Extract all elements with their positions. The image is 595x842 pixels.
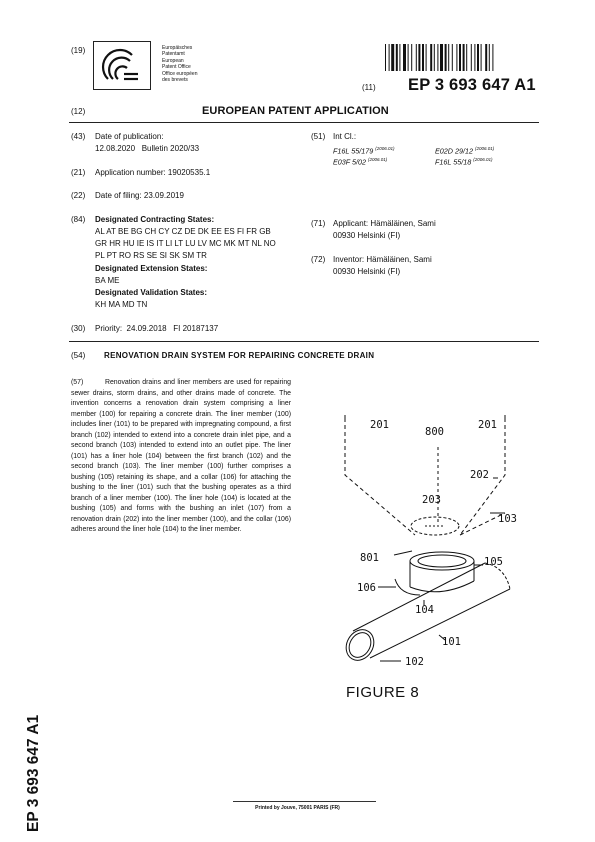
states-line: AL AT BE BG CH CY CZ DE DK EE ES FI FR GB [95, 227, 271, 236]
invention-title: RENOVATION DRAIN SYSTEM FOR REPAIRING CONCRETE DRAIN [104, 351, 375, 360]
priority: Priority: 24.09.2018 FI 20187137 [95, 324, 219, 333]
applicant: Applicant: Hämäläinen, Sami [333, 219, 436, 228]
figure-8-drawing [300, 395, 540, 705]
figure-label-801: 801 [360, 552, 379, 564]
section-divider [69, 341, 539, 342]
figure-label-201: 201 [370, 419, 389, 431]
epo-logo [93, 41, 151, 90]
validation-states-title: Designated Validation States: [95, 288, 208, 297]
extension-states-title: Designated Extension States: [95, 264, 208, 273]
app-number-label: (21) [71, 168, 86, 177]
field-11-label: (11) [362, 83, 376, 92]
priority-label: (30) [71, 324, 86, 333]
figure-label-101: 101 [442, 636, 461, 648]
filing-date: Date of filing: 23.09.2019 [95, 191, 184, 200]
document-title: EUROPEAN PATENT APPLICATION [202, 105, 389, 117]
figure-label-106: 106 [357, 582, 376, 594]
footer-divider [233, 801, 376, 802]
abstract-label: (57) [71, 379, 84, 386]
ipc-code: F16L 55/179 $^{(2006.01)}$ [333, 146, 395, 156]
figure-label-202: 202 [470, 469, 489, 481]
ipc-title: Int Cl.: [333, 132, 357, 141]
app-number: Application number: 19020535.1 [95, 168, 211, 177]
figure-label-203: 203 [422, 494, 441, 506]
figure-label-800: 800 [425, 426, 444, 438]
figure-label-104: 104 [415, 604, 434, 616]
figure-label-102: 102 [405, 656, 424, 668]
applicant-address: 00930 Helsinki (FI) [333, 231, 401, 240]
field-19-label: (19) [71, 46, 86, 55]
publication-number: EP 3 693 647 A1 [408, 76, 536, 94]
filing-date-label: (22) [71, 191, 86, 200]
states-line: PL PT RO RS SE SI SK SM TR [95, 251, 207, 260]
figure-label-103: 103 [498, 513, 517, 525]
inventor-label: (72) [311, 255, 326, 264]
pub-date-title: Date of publication: [95, 132, 164, 141]
figure-label-201: 201 [478, 419, 497, 431]
ipc-label: (51) [311, 132, 326, 141]
printer-note: Printed by Jouve, 75001 PARIS (FR) [255, 805, 340, 811]
ipc-code: F16L 55/18 $^{(2006.01)}$ [435, 157, 493, 167]
figure-label-105: 105 [484, 556, 503, 568]
states-label: (84) [71, 215, 86, 224]
states-title: Designated Contracting States: [95, 215, 215, 224]
barcode [385, 44, 538, 71]
states-line: GR HR HU IE IS IT LI LT LU LV MC MK MT NL NO [95, 239, 276, 248]
invention-title-label: (54) [71, 351, 86, 360]
epo-logo-icon [94, 42, 150, 89]
validation-states: KH MA MD TN [95, 300, 148, 309]
inventor: Inventor: Hämäläinen, Sami [333, 255, 432, 264]
abstract-text: Renovation drains and liner members are used for repairing sewer drains, storm drains, and other drains made of concrete. The invention concerns a renovation drain system comprising a liner member (100) for repairing a concrete drain. The liner member (100) includes liner (101) to be prepared with impregnating compound, a first branch (102) intended to extend into a concrete drain inlet pipe, and a second branch (103) intended to extend into an outlet pipe. The liner (101) has a liner hole (104) between the first branch (102) and the second branch (103). The liner member (100) further comprises a bushing (105) retaining its shape, and a collar (106) for attaching the bushing to the liner (101) such that the bushing operates as a third branch of a liner member (100). The liner hole (104) is located at the bushing (105) and forms with the bushing an inlet (107) from a renovation drain (202) into the liner member (100), and the collar (106) adheres around the liner hole (104) to the liner member. [71, 379, 291, 533]
pub-date-value: 12.08.2020 Bulletin 2020/33 [95, 144, 200, 153]
extension-states: BA ME [95, 276, 120, 285]
ipc-code: E02D 29/12 $^{(2006.01)}$ [435, 146, 495, 156]
header-divider [69, 122, 539, 123]
field-12-label: (12) [71, 107, 86, 116]
ipc-code: E03F 5/02 $^{(2006.01)}$ [333, 157, 388, 167]
abstract [71, 378, 291, 536]
inventor-address: 00930 Helsinki (FI) [333, 267, 401, 276]
figure-caption: FIGURE 8 [346, 684, 420, 701]
applicant-label: (71) [311, 219, 326, 228]
office-name: Europäisches Patentamt European Patent Office Office européen des brevets [162, 45, 198, 84]
side-publication-number: EP 3 693 647 A1 [25, 714, 42, 832]
pub-date-label: (43) [71, 132, 86, 141]
